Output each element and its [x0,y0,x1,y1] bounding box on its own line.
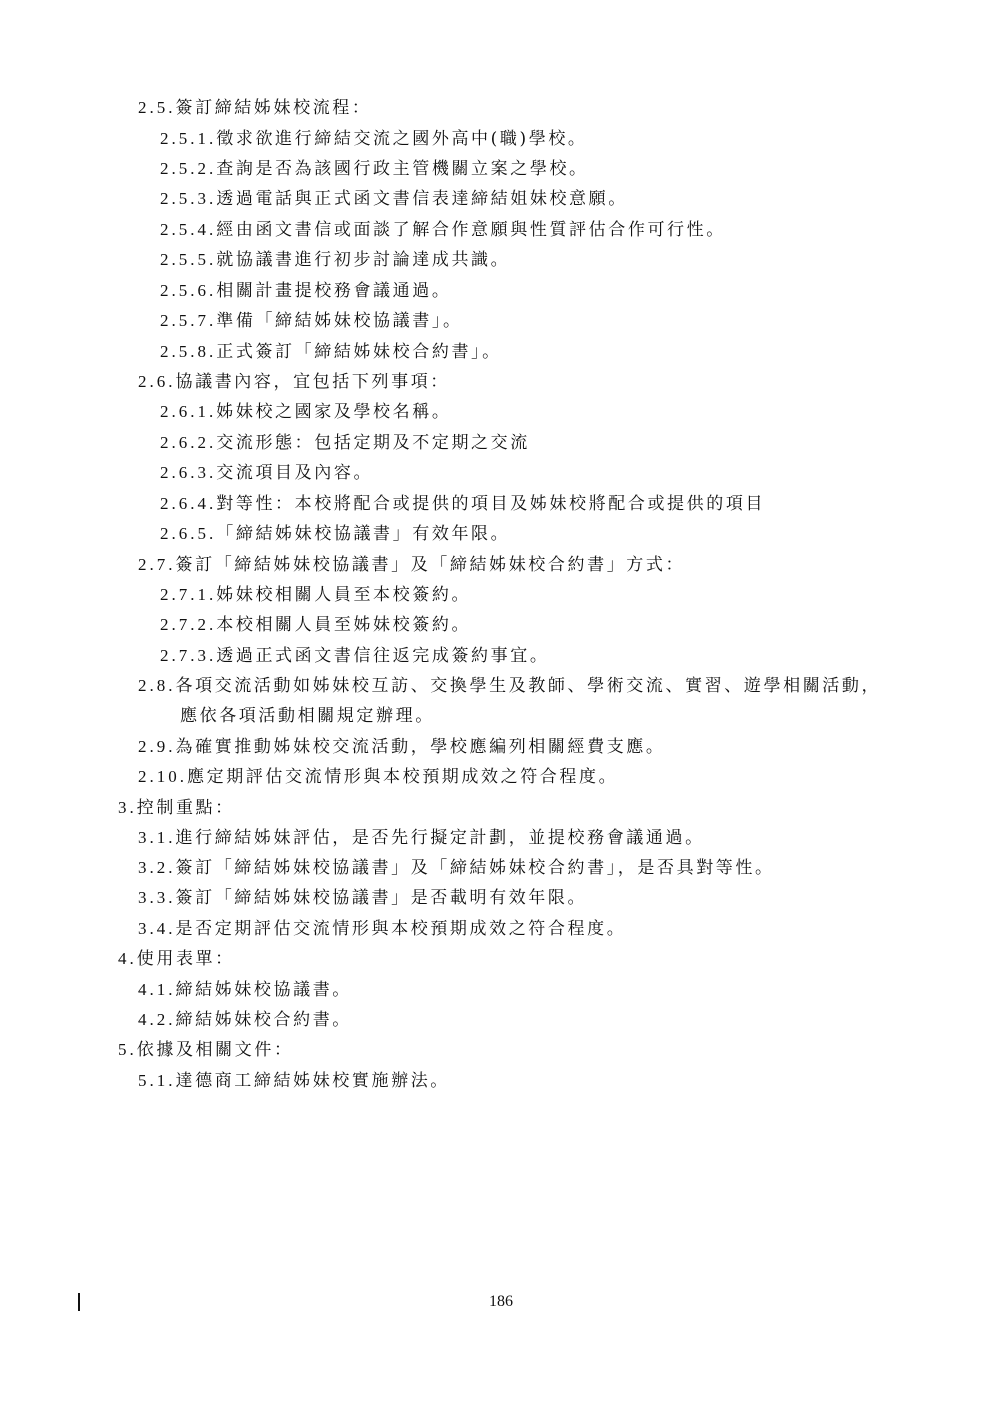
item-text: 正式簽訂「締結姊妹校合約書」。 [216,342,502,362]
list-item [138,1070,450,1092]
list-item [160,310,463,332]
item-text: 控制重點： [136,798,235,818]
item-number: 2.9. [138,737,176,756]
item-text: 簽訂「締結姊妹校協議書」是否載明有效年限。 [175,888,588,908]
item-text: 應定期評估交流情形與本校預期成效之符合程度。 [187,767,619,787]
item-number: 3.3. [138,888,176,907]
list-item [160,523,510,545]
item-text: 簽訂「締結姊妹校協議書」及「締結姊妹校合約書」，是否具對等性。 [175,858,775,878]
item-number: 2.10. [138,767,187,786]
item-text: 相關計畫提校務會議通過。 [216,281,452,301]
list-item [138,827,705,849]
item-text: 準備「締結姊妹校協議書」。 [216,311,463,331]
item-text: 就協議書進行初步討論達成共識。 [216,250,511,270]
list-item [160,614,471,636]
section-heading [118,948,235,970]
list-item [138,918,626,940]
item-text: 本校相關人員至姊妹校簽約。 [216,615,472,635]
item-number: 3. [118,798,137,817]
list-item [160,280,451,302]
item-text: 為確實推動姊妹校交流活動，學校應編列相關經費支應。 [175,737,666,757]
item-number: 4.2. [138,1010,176,1029]
list-item [160,584,471,606]
item-text: 使用表單： [136,949,235,969]
item-number: 2.6.1. [160,402,217,421]
list-item [138,97,372,119]
list-item [138,887,587,909]
list-item [160,432,530,454]
item-number: 2.6.2. [160,433,217,452]
item-number: 4.1. [138,980,176,999]
item-text: 經由函文書信或面談了解合作意願與性質評估合作可行性。 [216,220,726,240]
list-item-continuation [180,705,435,727]
item-text: 查詢是否為該國行政主管機關立案之學校。 [216,159,589,179]
item-number: 2.5.7. [160,311,217,330]
item-text: 交流形態：包括定期及不定期之交流 [216,433,530,453]
item-number: 3.4. [138,919,176,938]
item-number: 2.6. [138,372,176,391]
list-item [160,341,502,363]
item-number: 2.5.5. [160,250,217,269]
section-heading [118,797,235,819]
list-item [160,462,373,484]
list-item [160,401,451,423]
list-item [138,736,666,758]
item-text: 應依各項活動相關規定辦理。 [180,706,435,726]
list-item [160,493,765,515]
item-number: 2.7. [138,555,176,574]
item-text: 締結姊妹校協議書。 [175,980,352,1000]
page-number: 186 [489,1293,513,1310]
item-number: 2.5.4. [160,220,217,239]
item-number: 2.6.4. [160,494,217,513]
item-text: 徵求欲進行締結交流之國外高中(職)學校。 [216,129,588,149]
item-number: 5. [118,1040,137,1059]
item-number: 2.6.3. [160,463,217,482]
item-number: 2.5.2. [160,159,217,178]
item-text: 「締結姊妹校協議書」有效年限。 [216,524,511,544]
item-number: 2.5. [138,98,176,117]
list-item [160,645,549,667]
item-number: 2.5.3. [160,189,217,208]
item-text: 透過正式函文書信往返完成簽約事宜。 [216,646,550,666]
list-item [138,766,618,788]
item-number: 5.1. [138,1071,176,1090]
item-number: 2.5.6. [160,281,217,300]
item-text: 姊妹校相關人員至本校簽約。 [216,585,472,605]
item-text: 對等性：本校將配合或提供的項目及姊妹校將配合或提供的項目 [216,494,766,514]
item-number: 3.1. [138,828,176,847]
list-item [160,188,628,210]
item-text: 姊妹校之國家及學校名稱。 [216,402,452,422]
list-item [160,158,589,180]
item-number: 2.7.3. [160,646,217,665]
item-number: 2.5.1. [160,129,217,148]
list-item [138,371,450,393]
item-number: 2.8. [138,676,176,695]
item-number: 3.2. [138,858,176,877]
item-text: 是否定期評估交流情形與本校預期成效之符合程度。 [175,919,627,939]
item-number: 2.5.8. [160,342,217,361]
item-text: 交流項目及內容。 [216,463,374,483]
item-text: 締結姊妹校合約書。 [175,1010,352,1030]
list-item [138,554,685,576]
list-item [138,979,352,1001]
list-item [138,675,881,697]
section-heading [118,1039,294,1061]
list-item [160,128,588,150]
item-number: 2.6.5. [160,524,217,543]
list-item [138,857,775,879]
item-text: 各項交流活動如姊妹校互訪、交換學生及教師、學術交流、實習、遊學相關活動， [175,676,882,696]
list-item [160,219,726,241]
item-number: 4. [118,949,137,968]
item-text: 簽訂「締結姊妹校協議書」及「締結姊妹校合約書」方式： [175,555,686,575]
item-number: 2.7.2. [160,615,217,634]
item-number: 2.7.1. [160,585,217,604]
item-text: 進行締結姊妹評估，是否先行擬定計劃，並提校務會議通過。 [175,828,705,848]
item-text: 協議書內容，宜包括下列事項： [175,372,450,392]
item-text: 簽訂締結姊妹校流程： [175,98,372,118]
revision-bar [78,1293,80,1311]
item-text: 達德商工締結姊妹校實施辦法。 [175,1071,450,1091]
item-text: 依據及相關文件： [136,1040,294,1060]
list-item [160,249,510,271]
list-item [138,1009,352,1031]
item-text: 透過電話與正式函文書信表達締結姐妹校意願。 [216,189,628,209]
